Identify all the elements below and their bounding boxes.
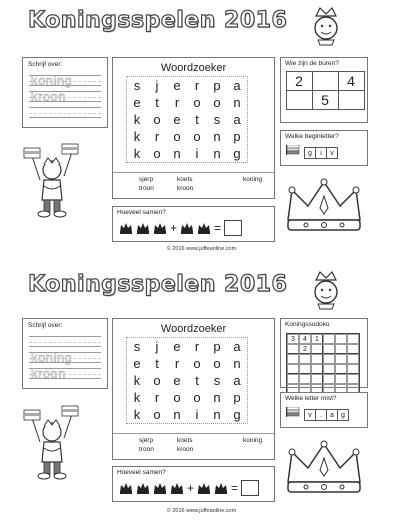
count-sum-panel (112, 206, 275, 242)
word-search-letter[interactable]: a (233, 339, 241, 354)
sudoku-cell[interactable] (347, 364, 359, 374)
word-list-item: koets (177, 437, 193, 444)
number-cell[interactable] (286, 90, 313, 110)
king-mascot-icon (308, 6, 344, 46)
plus-sign: + (170, 221, 178, 235)
crown-icon (180, 222, 194, 234)
letter-choice[interactable]: a (326, 409, 338, 421)
handwriting-line[interactable] (29, 336, 101, 347)
word-search-grid (126, 76, 248, 163)
word-search-letter[interactable]: e (173, 339, 181, 354)
word-search-letter[interactable]: e (133, 356, 141, 371)
word-search-row (127, 389, 247, 406)
word-list-item: koets (177, 176, 193, 183)
word-search-letter[interactable]: p (233, 390, 241, 405)
word-search-row (127, 372, 247, 389)
sudoku-grid (286, 333, 360, 395)
write-over-label: Schrijf over: (28, 322, 63, 329)
crown-icon (197, 222, 211, 234)
word-search-letter[interactable]: r (154, 390, 160, 405)
letter-choice[interactable]: . (315, 409, 327, 421)
word-search-row (127, 355, 247, 372)
word-search-letter[interactable]: n (173, 407, 181, 422)
word-search-letter[interactable]: j (155, 78, 159, 93)
word-search-letter[interactable]: t (195, 373, 199, 388)
count-sum-panel (112, 466, 275, 502)
word-search-letter[interactable]: k (133, 146, 141, 161)
sudoku-cell[interactable] (287, 364, 299, 374)
sudoku-cell[interactable] (287, 344, 299, 354)
word-search-row (127, 111, 247, 128)
word-search-letter[interactable]: e (173, 373, 181, 388)
word-search-panel (112, 57, 275, 199)
word-search-grid (126, 337, 248, 424)
letter-choice[interactable]: g (337, 409, 349, 421)
word-search-letter[interactable]: n (213, 129, 221, 144)
word-search-letter[interactable]: o (193, 390, 201, 405)
word-search-letter[interactable]: p (213, 78, 221, 93)
write-over-panel (22, 57, 108, 128)
word-search-letter[interactable]: i (195, 407, 199, 422)
letter-choice[interactable]: i (315, 147, 327, 159)
word-search-letter[interactable]: n (213, 407, 221, 422)
word-search-row (127, 145, 247, 162)
word-search-letter[interactable]: p (233, 129, 241, 144)
letter-choice[interactable]: v (326, 147, 338, 159)
sudoku-cell[interactable] (347, 354, 359, 364)
word-search-letter[interactable]: r (174, 95, 180, 110)
sudoku-cell[interactable] (347, 374, 359, 384)
footer-credit: © 2016 www.juf​feanline.com (166, 508, 237, 514)
crown-illustration (282, 438, 366, 498)
number-cell[interactable]: 5 (312, 90, 339, 110)
sum-row (119, 220, 242, 236)
word-list-item: sjerp (139, 437, 154, 444)
word-search-letter[interactable]: e (133, 95, 141, 110)
word-search-letter[interactable]: p (213, 339, 221, 354)
word-search-letter[interactable]: o (173, 390, 181, 405)
word-search-letter[interactable]: t (155, 95, 159, 110)
word-list-item: koning (243, 176, 263, 183)
sudoku-cell[interactable] (335, 354, 347, 364)
sudoku-cell[interactable] (299, 354, 311, 364)
sudoku-cell[interactable] (299, 374, 311, 384)
word-search-letter[interactable]: r (194, 339, 200, 354)
word-search-letter[interactable]: r (174, 356, 180, 371)
word-search-panel (112, 318, 275, 460)
trace-word: kroon (31, 89, 67, 104)
letter-choice[interactable]: v (304, 409, 316, 421)
crown-icon (136, 222, 150, 234)
word-search-letter[interactable]: o (193, 129, 201, 144)
word-search-letter[interactable]: o (153, 407, 161, 422)
first-letter-panel (280, 130, 368, 166)
crown-icon (153, 482, 167, 494)
sudoku-cell[interactable]: 1 (311, 334, 323, 344)
trace-word: koning (31, 350, 73, 365)
word-list-item: troon (139, 446, 154, 453)
crown-icon (214, 482, 228, 494)
word-search-letter[interactable]: o (213, 356, 221, 371)
crown-icon (136, 482, 150, 494)
sudoku-cell[interactable]: 4 (299, 334, 311, 344)
word-search-letter[interactable]: o (213, 95, 221, 110)
word-search-letter[interactable]: s (133, 339, 141, 354)
first-letter-label: Welke beginletter? (285, 133, 339, 140)
word-list-item: koning (243, 437, 263, 444)
word-search-title: Woordzoeker (160, 62, 227, 74)
word-search-row (127, 128, 247, 145)
word-search-row (127, 77, 247, 94)
word-search-letter[interactable]: k (133, 407, 141, 422)
answer-box[interactable] (224, 220, 242, 236)
page-title: Koningsspelen 2016 (28, 8, 288, 33)
child-flags-illustration (22, 140, 82, 220)
equals-sign: = (231, 481, 239, 495)
king-mascot-icon (308, 270, 344, 310)
sudoku-cell[interactable] (323, 334, 335, 344)
word-search-row (127, 338, 247, 355)
handwriting-line[interactable] (29, 352, 101, 363)
missing-letter-panel (280, 392, 368, 428)
sudoku-cell[interactable] (287, 374, 299, 384)
word-search-letter[interactable]: s (213, 112, 221, 127)
sudoku-cell[interactable] (311, 364, 323, 374)
number-cell[interactable] (312, 71, 339, 91)
handwriting-line[interactable] (29, 75, 101, 86)
plus-sign: + (187, 481, 195, 495)
word-search-letter[interactable]: k (133, 390, 141, 405)
sudoku-cell[interactable] (323, 374, 335, 384)
word-search-letter[interactable]: s (133, 78, 141, 93)
answer-box[interactable] (241, 480, 259, 496)
handwriting-line[interactable] (29, 89, 101, 118)
sudoku-label: Koningssudoku (285, 321, 330, 328)
word-search-letter[interactable]: n (213, 146, 221, 161)
word-search-letter[interactable]: k (133, 112, 141, 127)
trace-word: koning (31, 73, 73, 88)
neighbours-panel (280, 57, 368, 123)
sudoku-cell[interactable] (323, 354, 335, 364)
word-search-letter[interactable]: r (194, 78, 200, 93)
crown-icon (197, 482, 211, 494)
page-title: Koningsspelen 2016 (28, 272, 288, 297)
letter-choices (305, 409, 349, 421)
word-search-letter[interactable]: e (173, 112, 181, 127)
sudoku-cell[interactable] (347, 334, 359, 344)
word-search-letter[interactable]: a (233, 112, 241, 127)
count-sum-label: Hoeveel samen? (117, 469, 166, 476)
word-search-letter[interactable]: i (195, 146, 199, 161)
word-search-letter[interactable]: n (233, 95, 241, 110)
footer-credit: © 2016 www.juf​feanline.com (166, 246, 237, 252)
word-search-letter[interactable]: e (173, 78, 181, 93)
sudoku-cell[interactable] (335, 334, 347, 344)
write-over-label: Schrijf over: (28, 61, 63, 68)
child-flags-illustration (22, 402, 82, 482)
letter-choices (305, 147, 338, 159)
sudoku-cell[interactable] (287, 354, 299, 364)
sudoku-cell[interactable] (347, 344, 359, 354)
word-list-item: kroon (177, 185, 194, 192)
word-search-row (127, 94, 247, 111)
sudoku-cell[interactable]: 2 (299, 344, 311, 354)
word-search-letter[interactable]: g (233, 146, 241, 161)
flag-icon (286, 145, 300, 155)
word-search-title: Woordzoeker (160, 323, 227, 335)
number-cell[interactable]: 2 (286, 71, 313, 91)
write-over-panel (22, 318, 108, 389)
word-search-letter[interactable]: t (195, 112, 199, 127)
sudoku-cell[interactable] (323, 344, 335, 354)
word-search-letter[interactable]: o (193, 356, 201, 371)
word-list-item: troon (139, 185, 154, 192)
handwriting-line[interactable] (29, 368, 101, 379)
sudoku-cell[interactable]: 3 (287, 334, 299, 344)
crown-illustration (282, 176, 366, 236)
word-search-letter[interactable]: j (155, 339, 159, 354)
word-search-letter[interactable]: n (213, 390, 221, 405)
word-search-letter[interactable]: n (233, 356, 241, 371)
trace-word: kroon (31, 366, 67, 381)
number-cell[interactable] (338, 90, 365, 110)
word-search-letter[interactable]: o (153, 112, 161, 127)
word-search-letter[interactable]: k (133, 373, 141, 388)
crown-icon (170, 482, 184, 494)
word-list-item: kroon (177, 446, 194, 453)
word-search-letter[interactable]: n (173, 146, 181, 161)
sudoku-cell[interactable] (299, 364, 311, 374)
sudoku-cell[interactable] (335, 344, 347, 354)
sudoku-cell[interactable] (311, 344, 323, 354)
word-search-letter[interactable]: t (155, 356, 159, 371)
word-search-letter[interactable]: k (133, 129, 141, 144)
crown-icon (119, 482, 133, 494)
equals-sign: = (214, 221, 222, 235)
neighbours-label: Wie zijn de buren? (285, 60, 339, 67)
worksheet-bottom (0, 262, 403, 524)
word-search-letter[interactable]: o (173, 129, 181, 144)
crown-icon (119, 222, 133, 234)
sudoku-panel (280, 318, 368, 388)
crown-icon (153, 222, 167, 234)
word-search-letter[interactable]: o (153, 373, 161, 388)
number-cell[interactable]: 4 (338, 71, 365, 91)
word-search-letter[interactable]: g (233, 407, 241, 422)
word-search-row (127, 406, 247, 423)
word-list-item: sjerp (139, 176, 154, 183)
word-search-letter[interactable]: r (154, 129, 160, 144)
word-search-letter[interactable]: a (233, 373, 241, 388)
flag-icon (286, 407, 300, 417)
sum-row (119, 480, 259, 496)
word-search-letter[interactable]: o (193, 95, 201, 110)
missing-letter-label: Welke letter mist? (285, 395, 337, 402)
number-grid (286, 71, 364, 109)
sudoku-cell[interactable] (311, 354, 323, 364)
word-search-letter[interactable]: o (153, 146, 161, 161)
word-search-letter[interactable]: a (233, 78, 241, 93)
sudoku-cell[interactable] (311, 374, 323, 384)
count-sum-label: Hoeveel samen? (117, 209, 166, 216)
sudoku-cell[interactable] (335, 364, 347, 374)
word-search-letter[interactable]: s (213, 373, 221, 388)
sudoku-cell[interactable] (323, 364, 335, 374)
letter-choice[interactable]: g (304, 147, 316, 159)
sudoku-cell[interactable] (335, 374, 347, 384)
